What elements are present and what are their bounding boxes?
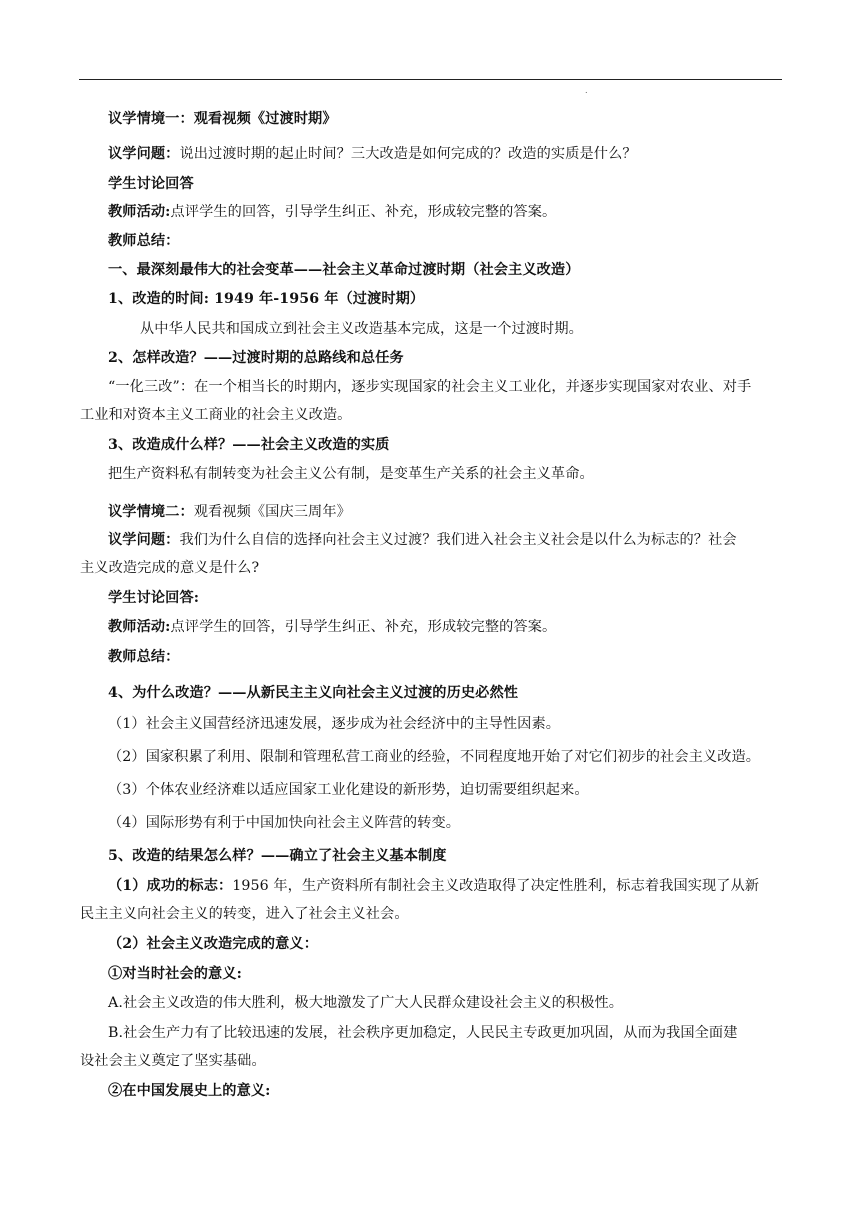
- question-2-line2: 主义改造完成的意义是什么?: [80, 560, 260, 576]
- point-5-heading: 5、改造的结果怎么样？——确立了社会主义基本制度: [108, 848, 447, 864]
- point-1-heading: 1、改造的时间: 1949 年-1956 年（过渡时期）: [108, 291, 425, 307]
- question-text: 说出过渡时期的起止时间？三大改造是如何完成的？改造的实质是什么？: [179, 146, 637, 162]
- significance-b-line2: 设社会主义奠定了坚实基础。: [80, 1053, 266, 1069]
- point-5-success-line1: [108, 877, 759, 895]
- point-4-item-4: （4）国际形势有利于中国加快向社会主义阵营的转变。: [108, 815, 461, 831]
- point-2-body-line2: 工业和对资本主义工商业的社会主义改造。: [80, 407, 352, 423]
- point-5-success-line2: 民主主义向社会主义的转变，进入了社会主义社会。: [80, 906, 409, 922]
- question-1: [108, 145, 637, 163]
- scenario-2-label: 议学情境二：: [108, 504, 194, 520]
- header-dot: .: [585, 86, 588, 95]
- teacher-activity-2-text: 点评学生的回答，引导学生纠正、补充，形成较完整的答案。: [170, 619, 557, 635]
- teacher-summary-2: 教师总结：: [108, 649, 180, 665]
- point-1-body: 从中华人民共和国成立到社会主义改造基本完成，这是一个过渡时期。: [140, 321, 583, 337]
- teacher-activity-1: [108, 203, 556, 221]
- question-2-text: 我们为什么自信的选择向社会主义过渡？我们进入社会主义社会是以什么为标志的？社会: [179, 532, 737, 548]
- point-2-heading: 2、怎样改造？——过渡时期的总路线和总任务: [108, 350, 404, 366]
- scenario-2-title: [108, 503, 351, 521]
- teacher-summary-1: 教师总结：: [108, 233, 180, 249]
- teacher-activity-2: [108, 618, 556, 636]
- teacher-activity-label: 教师活动:: [108, 204, 171, 220]
- significance-b-line1: B.社会生产力有了比较迅速的发展，社会秩序更加稳定，人民民主专政更加巩固，从而为我国全面建: [108, 1025, 738, 1041]
- question-label: 议学问题：: [108, 146, 180, 162]
- teacher-activity-2-label: 教师活动:: [108, 619, 171, 635]
- significance-heading: （2）社会主义改造完成的意义：: [108, 936, 318, 952]
- teacher-activity-text: 点评学生的回答，引导学生纠正、补充，形成较完整的答案。: [170, 204, 557, 220]
- question-2-label: 议学问题：: [108, 532, 180, 548]
- scenario-1-title: 议学情境一：观看视频《过渡时期》: [108, 111, 337, 127]
- student-discussion-1: 学生讨论回答: [108, 176, 194, 192]
- significance-society-heading: ①对当时社会的意义:: [108, 966, 242, 982]
- point-4-item-2: （2）国家积累了利用、限制和管理私营工商业的经验，不同程度地开始了对它们初步的社会主义改造。: [108, 749, 761, 765]
- point-4-heading: 4、为什么改造？——从新民主主义向社会主义过渡的历史必然性: [108, 685, 519, 701]
- point-4-item-3: （3）个体农业经济难以适应国家工业化建设的新形势，迫切需要组织起来。: [108, 782, 589, 798]
- point-2-body-line1: “一化三改”：在一个相当长的时期内，逐步实现国家的社会主义工业化，并逐步实现国家对农业、对手: [108, 379, 752, 395]
- point-3-body: 把生产资料私有制转变为社会主义公有制，是变革生产关系的社会主义革命。: [108, 466, 594, 482]
- question-2-line1: [108, 531, 737, 549]
- header-rule: [79, 79, 782, 80]
- section-1-heading: 一、最深刻最伟大的社会变革——社会主义革命过渡时期（社会主义改造）: [108, 262, 580, 278]
- point-3-heading: 3、改造成什么样？——社会主义改造的实质: [108, 437, 390, 453]
- scenario-2-text: 观看视频《国庆三周年》: [193, 504, 351, 520]
- success-text: 1956 年，生产资料所有制社会主义改造取得了决定性胜利，标志着我国实现了从新: [232, 878, 760, 894]
- significance-a: A.社会主义改造的伟大胜利，极大地激发了广大人民群众建设社会主义的积极性。: [108, 995, 624, 1011]
- student-discussion-2: 学生讨论回答:: [108, 590, 200, 606]
- significance-history-heading: ②在中国发展史上的意义:: [108, 1083, 271, 1099]
- success-label: （1）成功的标志：: [108, 878, 233, 894]
- point-4-item-1: （1）社会主义国营经济迅速发展，逐步成为社会经济中的主导性因素。: [108, 716, 561, 732]
